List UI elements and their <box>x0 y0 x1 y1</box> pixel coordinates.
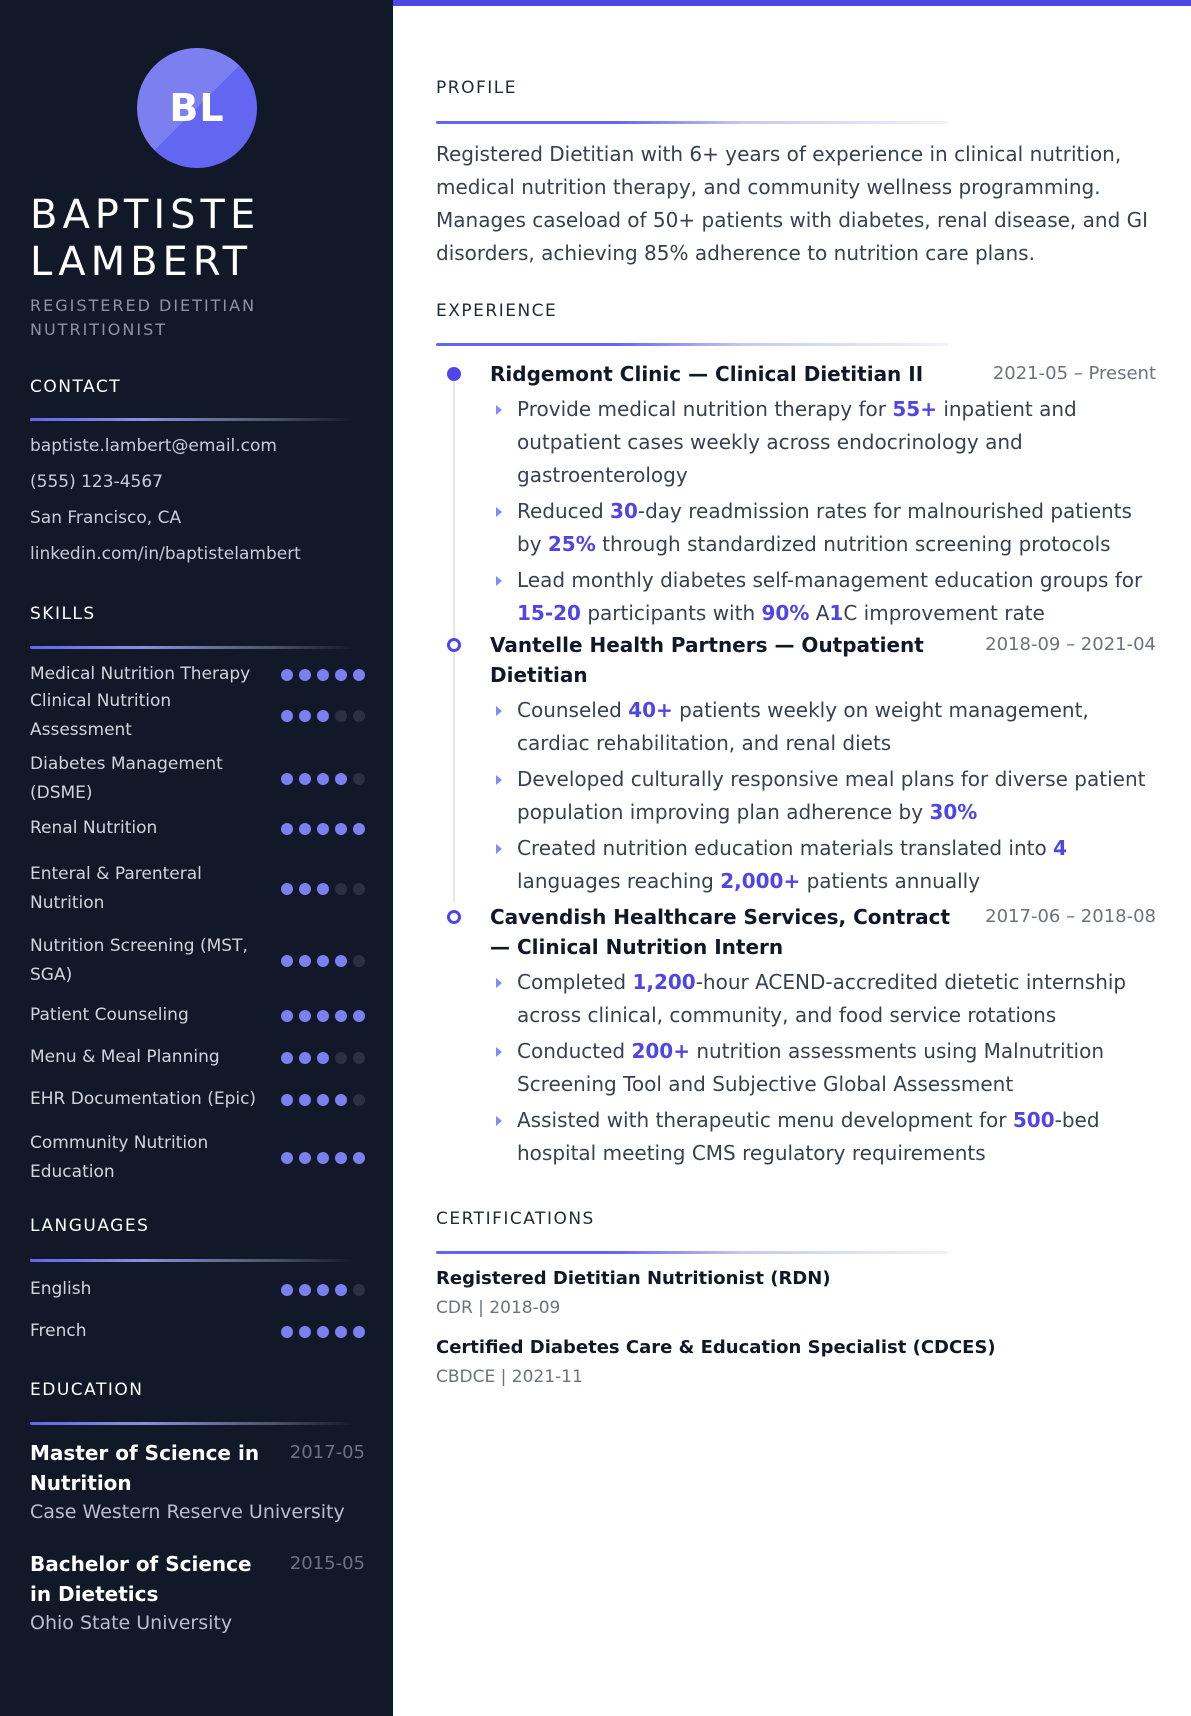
rating-dot-filled <box>335 1152 347 1164</box>
rating-dots <box>281 1052 365 1064</box>
rating-label: Enteral & Parenteral Nutrition <box>30 864 202 913</box>
rating-row <box>30 1129 365 1187</box>
rating-dot-filled <box>281 1284 293 1296</box>
rating-dot-filled <box>335 1326 347 1338</box>
metric-highlight: 1,200 <box>632 970 696 994</box>
metric-highlight: 30% <box>929 800 978 824</box>
job-bullets <box>490 393 1156 630</box>
rating-row <box>30 660 365 689</box>
job-bullet <box>490 495 1156 561</box>
job-title: Ridgemont Clinic — Clinical Dietitian II <box>490 362 924 386</box>
bullet-text: through standardized nutrition screening protocols <box>595 532 1111 556</box>
rating-row <box>30 1085 365 1114</box>
metric-highlight: 1 <box>829 601 844 625</box>
experience-item <box>490 630 1156 901</box>
bullet-text: -day readmission rates for malnourished patients by <box>517 499 1132 556</box>
bullet-triangle-icon <box>496 507 502 517</box>
job-bullets <box>490 966 1156 1170</box>
rating-dot-filled <box>299 1052 311 1064</box>
profile-summary: Registered Dietitian with 6+ years of experience in clinical nutrition, medical nutrition therapy, and community wellness programming. Manages caseload of 50+ patients with diabetes, renal disease, and GI disorders, achieving 85% adherence to nutrition care plans. <box>436 142 1149 265</box>
bullet-triangle-icon <box>496 844 502 854</box>
bullet-text: Created nutrition education materials translated into <box>517 836 1054 860</box>
rating-dot-filled <box>317 1052 329 1064</box>
bullet-text: -hour ACEND-accredited dietetic internship across clinical, community, and food service rotations <box>517 970 1127 1027</box>
metric-highlight: 30 <box>610 499 638 523</box>
rating-dot-empty <box>353 955 365 967</box>
rating-dot-filled <box>281 1326 293 1338</box>
bullet-text: Conducted <box>517 1039 632 1063</box>
education-item <box>30 1438 365 1526</box>
education-date: 2015-05 <box>289 1553 365 1574</box>
bullet-text: Reduced <box>517 499 611 523</box>
contact-location: San Francisco, CA <box>30 508 182 528</box>
rating-dot-filled <box>317 1010 329 1022</box>
certifications-rule <box>436 1251 948 1254</box>
job-title: Vantelle Health Partners — Outpatient Dietitian <box>490 633 924 687</box>
rating-dot-filled <box>281 1010 293 1022</box>
rating-dot-filled <box>317 710 329 722</box>
bullet-text: C improvement rate <box>843 601 1045 625</box>
main-content <box>436 0 1156 1716</box>
certifications-heading: CERTIFICATIONS <box>436 1209 595 1229</box>
candidate-name: BAPTISTE LAMBERT <box>30 192 261 285</box>
job-bullet <box>490 564 1156 630</box>
education-degree: Master of Science in Nutrition <box>30 1441 260 1495</box>
timeline-dot <box>447 638 461 652</box>
rating-dots <box>281 883 365 895</box>
rating-label: EHR Documentation (Epic) <box>30 1089 257 1109</box>
rating-dot-filled <box>317 1094 329 1106</box>
metric-highlight: 15-20 <box>517 601 581 625</box>
education-degree: Bachelor of Science in Dietetics <box>30 1552 252 1606</box>
rating-dot-filled <box>281 773 293 785</box>
rating-dot-filled <box>317 773 329 785</box>
rating-dots <box>281 669 365 681</box>
rating-row <box>30 932 365 990</box>
bullet-text: inpatient and outpatient cases weekly across endocrinology and gastroenterology <box>517 397 1077 487</box>
rating-dots <box>281 710 365 722</box>
rating-dot-filled <box>281 1052 293 1064</box>
metric-highlight: 55+ <box>892 397 937 421</box>
rating-dot-filled <box>281 883 293 895</box>
job-bullet <box>490 393 1156 492</box>
job-bullet <box>490 1035 1156 1101</box>
bullet-text: Developed culturally responsive meal plans for diverse patient population improving plan adherence by <box>517 767 1146 824</box>
certification-meta: CDR | 2018-09 <box>436 1298 561 1318</box>
education-item <box>30 1549 365 1637</box>
rating-dot-filled <box>335 823 347 835</box>
rating-dot-empty <box>335 1052 347 1064</box>
experience-item <box>490 359 1156 633</box>
skills-rule <box>30 646 355 649</box>
rating-dot-filled <box>281 1094 293 1106</box>
rating-dot-filled <box>335 773 347 785</box>
rating-label: Menu & Meal Planning <box>30 1047 220 1067</box>
rating-dot-filled <box>335 1284 347 1296</box>
contact-linkedin[interactable]: linkedin.com/in/baptistelambert <box>30 544 301 564</box>
rating-row <box>30 1275 365 1304</box>
rating-label: Medical Nutrition Therapy <box>30 664 251 684</box>
rating-dot-filled <box>317 669 329 681</box>
job-bullet <box>490 1104 1156 1170</box>
job-bullet <box>490 966 1156 1032</box>
rating-dot-filled <box>317 955 329 967</box>
rating-dot-filled <box>353 1152 365 1164</box>
rating-dot-filled <box>353 669 365 681</box>
rating-dot-filled <box>353 1326 365 1338</box>
rating-label: Diabetes Management (DSME) <box>30 754 223 803</box>
contact-heading: CONTACT <box>30 377 122 397</box>
job-bullet <box>490 832 1156 898</box>
rating-label: Renal Nutrition <box>30 818 158 838</box>
rating-dot-filled <box>335 955 347 967</box>
job-dates: 2018-09 – 2021-04 <box>985 634 1156 655</box>
job-dates: 2021-05 – Present <box>992 363 1156 384</box>
rating-label: English <box>30 1279 92 1299</box>
rating-dots <box>281 773 365 785</box>
rating-row <box>30 750 365 808</box>
bullet-triangle-icon <box>496 775 502 785</box>
rating-dot-filled <box>281 669 293 681</box>
education-date: 2017-05 <box>289 1442 365 1463</box>
metric-highlight: 200+ <box>631 1039 690 1063</box>
languages-heading: LANGUAGES <box>30 1216 150 1236</box>
rating-dot-filled <box>299 710 311 722</box>
rating-dot-filled <box>317 1152 329 1164</box>
education-school: Case Western Reserve University <box>30 1501 345 1523</box>
profile-heading: PROFILE <box>436 78 517 98</box>
job-bullets <box>490 694 1156 898</box>
bullet-text: Lead monthly diabetes self-management education groups for <box>517 568 1143 592</box>
rating-dot-filled <box>299 1326 311 1338</box>
bullet-triangle-icon <box>496 1116 502 1126</box>
metric-highlight: 2,000+ <box>720 869 801 893</box>
rating-dot-filled <box>299 773 311 785</box>
job-bullet <box>490 694 1156 760</box>
certification-name: Certified Diabetes Care & Education Specialist (CDCES) <box>436 1337 996 1358</box>
bullet-text: A <box>809 601 830 625</box>
skills-heading: SKILLS <box>30 604 96 624</box>
profile-rule <box>436 121 948 124</box>
metric-highlight: 40+ <box>628 698 673 722</box>
rating-row <box>30 1043 365 1072</box>
bullet-text: patients weekly on weight management, cardiac rehabilitation, and renal diets <box>517 698 1089 755</box>
rating-dot-filled <box>299 883 311 895</box>
bullet-text: -bed hospital meeting CMS regulatory requirements <box>517 1108 1100 1165</box>
rating-dots <box>281 1284 365 1296</box>
candidate-title: REGISTERED DIETITIAN NUTRITIONIST <box>30 296 257 339</box>
rating-dots <box>281 1326 365 1338</box>
rating-label: Nutrition Screening (MST, SGA) <box>30 936 248 985</box>
job-title: Cavendish Healthcare Services, Contract — Clinical Nutrition Intern <box>490 905 951 959</box>
rating-label: French <box>30 1321 87 1341</box>
bullet-triangle-icon <box>496 978 502 988</box>
contact-rule <box>30 418 355 421</box>
rating-dot-filled <box>281 823 293 835</box>
rating-label: Patient Counseling <box>30 1005 189 1025</box>
bullet-text: Provide medical nutrition therapy for <box>517 397 893 421</box>
bullet-triangle-icon <box>496 1047 502 1057</box>
job-dates: 2017-06 – 2018-08 <box>985 906 1156 927</box>
rating-dot-empty <box>353 773 365 785</box>
rating-dot-empty <box>335 883 347 895</box>
rating-dot-empty <box>353 1284 365 1296</box>
rating-dot-filled <box>317 1284 329 1296</box>
rating-dot-filled <box>281 955 293 967</box>
bullet-text: nutrition assessments using Malnutrition Screening Tool and Subjective Global Assessment <box>517 1039 1105 1096</box>
rating-row <box>30 1317 365 1346</box>
rating-dot-filled <box>281 710 293 722</box>
rating-row <box>30 814 365 843</box>
bullet-text: participants with <box>580 601 762 625</box>
rating-dots <box>281 1094 365 1106</box>
rating-dot-filled <box>335 1094 347 1106</box>
rating-dot-filled <box>299 1010 311 1022</box>
timeline-dot-current <box>447 367 461 381</box>
rating-dots <box>281 1010 365 1022</box>
rating-dot-filled <box>317 823 329 835</box>
rating-dot-filled <box>335 1010 347 1022</box>
bullet-triangle-icon <box>496 706 502 716</box>
rating-dot-empty <box>335 710 347 722</box>
rating-dot-empty <box>353 1052 365 1064</box>
rating-dot-filled <box>353 823 365 835</box>
metric-highlight: 4 <box>1053 836 1068 860</box>
timeline-dot <box>447 910 461 924</box>
metric-highlight: 500 <box>1012 1108 1055 1132</box>
contact-phone[interactable]: (555) 123-4567 <box>30 472 163 492</box>
bullet-text: Completed <box>517 970 633 994</box>
rating-dot-filled <box>317 883 329 895</box>
avatar <box>137 48 257 168</box>
rating-label: Community Nutrition Education <box>30 1133 209 1182</box>
rating-dot-filled <box>335 669 347 681</box>
bullet-triangle-icon <box>496 405 502 415</box>
rating-dot-filled <box>317 1326 329 1338</box>
rating-dot-filled <box>299 1284 311 1296</box>
rating-dots <box>281 1152 365 1164</box>
sidebar <box>0 0 393 1716</box>
bullet-text: languages reaching <box>517 869 721 893</box>
bullet-text: Counseled <box>517 698 629 722</box>
contact-email[interactable]: baptiste.lambert@email.com <box>30 436 277 456</box>
experience-rule <box>436 343 948 346</box>
bullet-text: Assisted with therapeutic menu development for <box>517 1108 1013 1132</box>
education-heading: EDUCATION <box>30 1380 144 1400</box>
rating-row <box>30 1001 365 1030</box>
rating-dots <box>281 823 365 835</box>
rating-dot-filled <box>299 669 311 681</box>
rating-dots <box>281 955 365 967</box>
experience-item <box>490 902 1156 1173</box>
rating-dot-filled <box>299 1152 311 1164</box>
rating-dot-filled <box>299 1094 311 1106</box>
bullet-triangle-icon <box>496 576 502 586</box>
rating-dot-empty <box>353 1094 365 1106</box>
metric-highlight: 25% <box>547 532 596 556</box>
education-school: Ohio State University <box>30 1612 233 1634</box>
certification-name: Registered Dietitian Nutritionist (RDN) <box>436 1268 831 1289</box>
rating-dot-filled <box>299 823 311 835</box>
certification-meta: CBDCE | 2021-11 <box>436 1367 583 1387</box>
experience-heading: EXPERIENCE <box>436 301 558 321</box>
rating-dot-filled <box>281 1152 293 1164</box>
rating-dot-empty <box>353 710 365 722</box>
rating-dot-filled <box>353 1010 365 1022</box>
education-rule <box>30 1422 355 1425</box>
rating-label: Clinical Nutrition Assessment <box>30 690 172 740</box>
rating-row <box>30 860 365 918</box>
rating-row <box>30 690 365 740</box>
metric-highlight: 90% <box>761 601 810 625</box>
bullet-text: patients annually <box>800 869 981 893</box>
languages-rule <box>30 1259 355 1262</box>
job-bullet <box>490 763 1156 829</box>
avatar-initials: BL <box>169 86 225 130</box>
rating-dot-filled <box>299 955 311 967</box>
rating-dot-empty <box>353 883 365 895</box>
